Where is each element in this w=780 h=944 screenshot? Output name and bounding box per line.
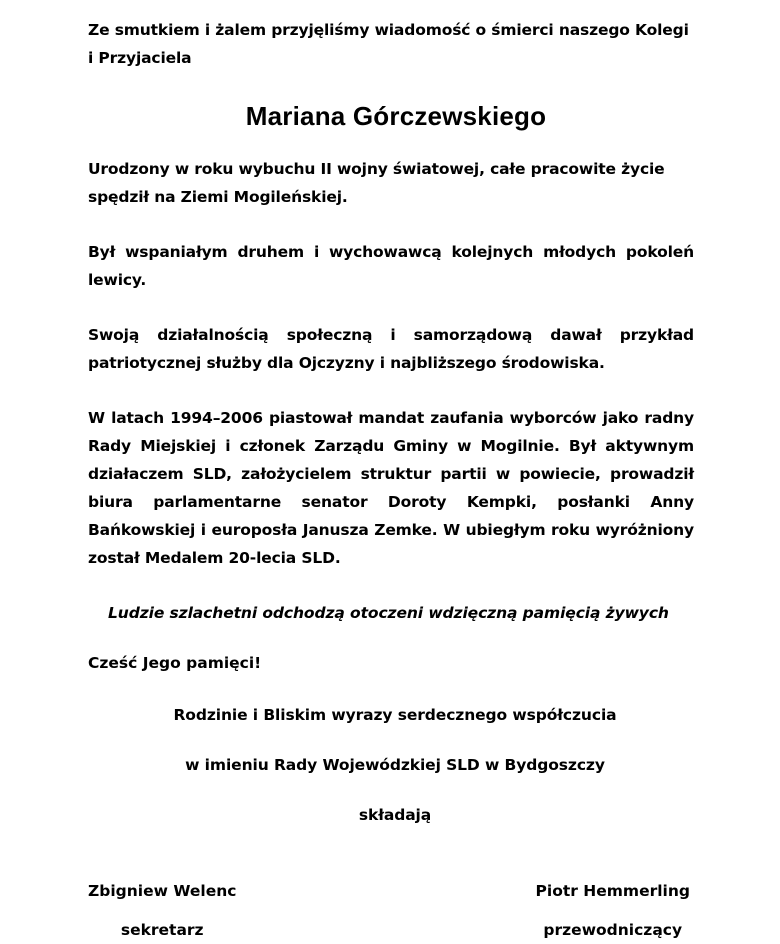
signature-left bbox=[88, 877, 236, 944]
biography-paragraph-4: W latach 1994–2006 piastował mandat zaufania wyborców jako radny Rady Miejskiej i członek Zarządu Gminy w Mogilnie. Był aktywnym działaczem SLD, założycielem struktur partii w powiecie, prowadził biura parlamentarne senator Doroty Kempki, posłanki Anny Bańkowskiej i europosła Janusza Zemke. W ubiegłym roku wyróżniony został Medalem 20-lecia SLD. bbox=[88, 409, 694, 567]
condolences-line-2: w imieniu Rady Wojewódzkiej SLD w Bydgoszczy bbox=[185, 756, 605, 774]
deceased-name-heading: Mariana Górczewskiego bbox=[245, 101, 547, 131]
notice-content bbox=[88, 16, 694, 944]
epitaph-line: Ludzie szlachetni odchodzą otoczeni wdzięczną pamięcią żywych bbox=[108, 604, 669, 622]
biography-paragraph-2: Był wspaniałym druhem i wychowawcą kolejnych młodych pokoleń lewicy. bbox=[88, 243, 694, 289]
condolences-line-1: Rodzinie i Bliskim wyrazy serdecznego współczucia bbox=[173, 706, 617, 724]
signature-block bbox=[88, 877, 694, 944]
signatory-role-secretary: sekretarz bbox=[120, 921, 204, 939]
opening-statement: Ze smutkiem i żalem przyjęliśmy wiadomość o śmierci naszego Kolegi i Przyjaciela bbox=[88, 21, 689, 67]
hail-line: Cześć Jego pamięci! bbox=[88, 654, 262, 672]
biography-paragraph-3: Swoją działalnością społeczną i samorządową dawał przykład patriotycznej służby dla Ojczyzny i najbliższego środowiska. bbox=[88, 326, 694, 372]
signatory-name-chairman: Piotr Hemmerling bbox=[535, 882, 690, 900]
condolences-line-3: składają bbox=[358, 806, 432, 824]
signatory-name-secretary: Zbigniew Welenc bbox=[88, 882, 237, 900]
biography-paragraph-1: Urodzony w roku wybuchu II wojny światowej, całe pracowite życie spędził na Ziemi Mogileńskiej. bbox=[88, 160, 665, 206]
signature-right bbox=[536, 877, 694, 944]
signatory-role-chairman: przewodniczący bbox=[543, 921, 683, 939]
